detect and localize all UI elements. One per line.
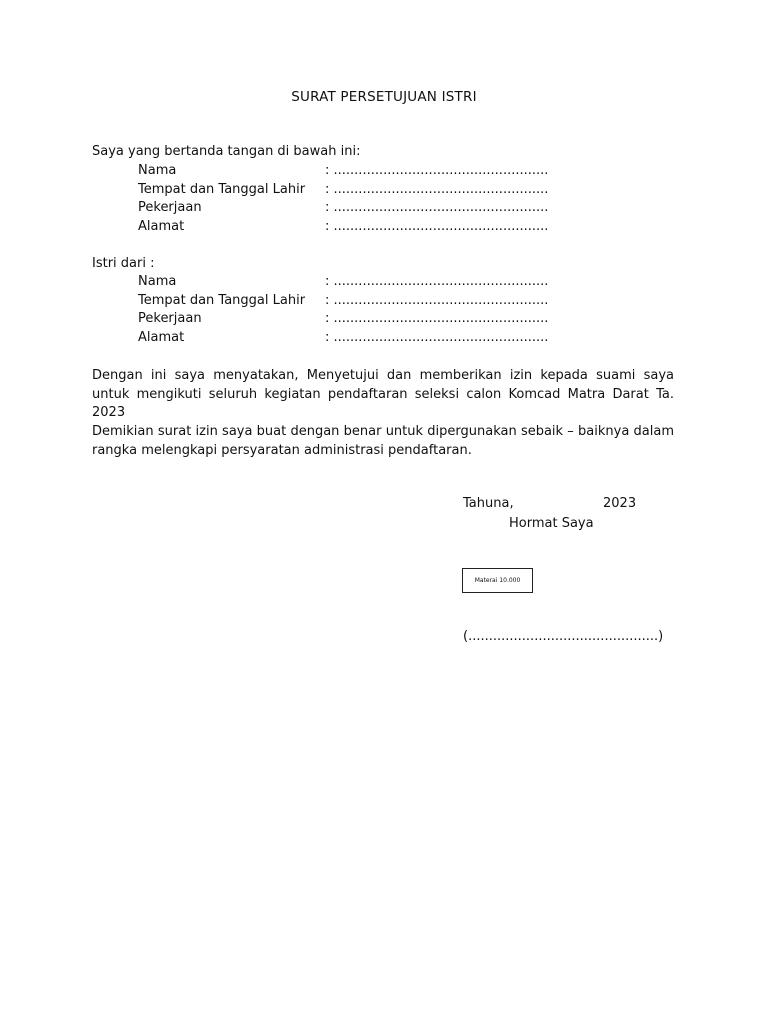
section2-label-pekerjaan: Pekerjaan <box>138 311 202 326</box>
statement-paragraph <box>92 367 674 423</box>
section1-value-pekerjaan: : .................................................... <box>325 200 549 215</box>
section2-label-ttl: Tempat dan Tanggal Lahir <box>138 293 306 308</box>
signature-year: 2023 <box>603 496 637 511</box>
section1-value-nama: : .................................................... <box>325 163 549 178</box>
closing-text: Demikian surat izin saya buat dengan benar untuk dipergunakan sebaik – baiknya dalam rangka melengkapi persyaratan administrasi pendaftaran. <box>92 424 674 458</box>
stamp-duty-label: Materai 10.000 <box>474 577 521 584</box>
section2-value-nama: : .................................................... <box>325 274 549 289</box>
letter-title: SURAT PERSETUJUAN ISTRI <box>291 89 477 105</box>
statement-text: Dengan ini saya menyatakan, Menyetujui dan memberikan izin kepada suami saya untuk mengikuti seluruh kegiatan pendaftaran seleksi calon Komcad Matra Darat Ta. 2023 <box>92 368 674 420</box>
section1-label-ttl: Tempat dan Tanggal Lahir <box>138 182 306 197</box>
signature-place: Tahuna, <box>463 496 514 511</box>
section1-intro: Saya yang bertanda tangan di bawah ini: <box>92 144 361 159</box>
stamp-duty-box <box>462 568 533 593</box>
section1-value-ttl: : .................................................... <box>325 182 549 197</box>
section1-label-pekerjaan: Pekerjaan <box>138 200 202 215</box>
section2-value-ttl: : .................................................... <box>325 293 549 308</box>
section2-value-alamat: : .................................................... <box>325 330 549 345</box>
closing-paragraph <box>92 423 674 460</box>
section1-label-alamat: Alamat <box>138 219 185 234</box>
signature-regards: Hormat Saya <box>509 516 594 531</box>
section2-label-alamat: Alamat <box>138 330 185 345</box>
section1-value-alamat: : .................................................... <box>325 219 549 234</box>
signature-name-line: (..............................................) <box>463 629 664 644</box>
section1-label-nama: Nama <box>138 163 177 178</box>
section2-intro: Istri dari : <box>92 256 155 271</box>
section2-value-pekerjaan: : .................................................... <box>325 311 549 326</box>
section2-label-nama: Nama <box>138 274 177 289</box>
